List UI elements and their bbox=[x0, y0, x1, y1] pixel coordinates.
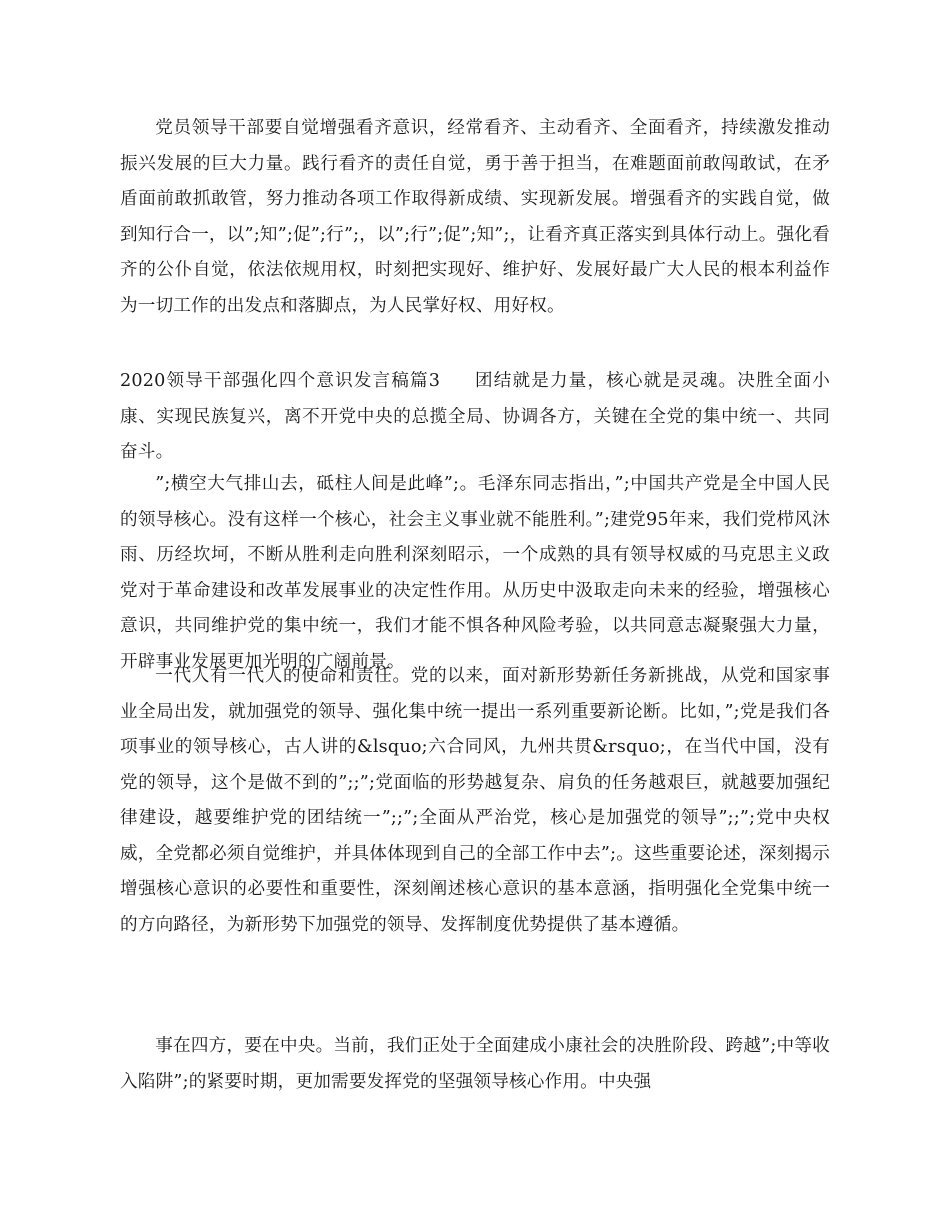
body-paragraph bbox=[120, 659, 830, 943]
section-heading: 2020领导干部强化四个意识发言稿篇3 bbox=[120, 371, 441, 391]
paragraph-text: 事在四方，要在中央。当前，我们正处于全面建成小康社会的决胜阶段、跨越”;中等收入陷阱”;的紧要时期，更加需要发挥党的坚强领导核心作用。中央强 bbox=[120, 1036, 830, 1092]
body-paragraph bbox=[120, 1029, 830, 1100]
section-paragraph bbox=[120, 364, 830, 471]
body-paragraph bbox=[120, 111, 830, 324]
paragraph-text: 一代人有一代人的使命和责任。党的以来，面对新形势新任务新挑战，从党和国家事业全局出发，就加强党的领导、强化集中统一提出一系列重要新论断。比如，”;党是我们各项事业的领导核心，古人讲的&lsquo;六合同风，九州共贯&rsquo;，在当代中国，没有党的领导，这个是做不到的”;;”;党面临的形势越复杂、肩负的任务越艰巨，就越要加强纪律建设，越要维护党的团结统一”;;”;全面从严治党，核心是加强党的领导”;;”;党中央权威，全党都必须自觉维护，并具体体现到自己的全部工作中去”;。这些重要论述，深刻揭示增强核心意识的必要性和重要性，深刻阐述核心意识的基本意涵，指明强化全党集中统一的方向路径，为新形势下加强党的领导、发挥制度优势提供了基本遵循。 bbox=[120, 666, 830, 935]
paragraph-text: 团结就是力量，核心就是灵魂。决胜全面小康、实现民族复兴，离不开党中央的总揽全局、协调各方，关键在全党的集中统一、共同奋斗。 bbox=[120, 371, 830, 462]
paragraph-text: ”;横空大气排山去，砥柱人间是此峰”;。毛泽东同志指出，”;中国共产党是全中国人民的领导核心。没有这样一个核心，社会主义事业就不能胜利。”;建党95年来，我们党栉风沐雨、历经坎坷，不断从胜利走向胜利深刻昭示，一个成熟的具有领导权威的马克思主义政党对于革命建设和改革发展事业的决定性作用。从历史中汲取走向未来的经验，增强核心意识，共同维护党的集中统一，我们才能不惧各种风险考验，以共同意志凝聚强大力量，开辟事业发展更加光明的广阔前景。 bbox=[120, 474, 830, 672]
body-paragraph bbox=[120, 467, 830, 680]
paragraph-text: 党员领导干部要自觉增强看齐意识，经常看齐、主动看齐、全面看齐，持续激发推动振兴发展的巨大力量。践行看齐的责任自觉，勇于善于担当，在难题面前敢闯敢试，在矛盾面前敢抓敢管，努力推动各项工作取得新成绩、实现新发展。增强看齐的实践自觉，做到知行合一，以”;知”;促”;行”;，以”;行”;促”;知”;，让看齐真正落实到具体行动上。强化看齐的公仆自觉，依法依规用权，时刻把实现好、维护好、发展好最广大人民的根本利益作为一切工作的出发点和落脚点，为人民掌好权、用好权。 bbox=[120, 118, 830, 316]
